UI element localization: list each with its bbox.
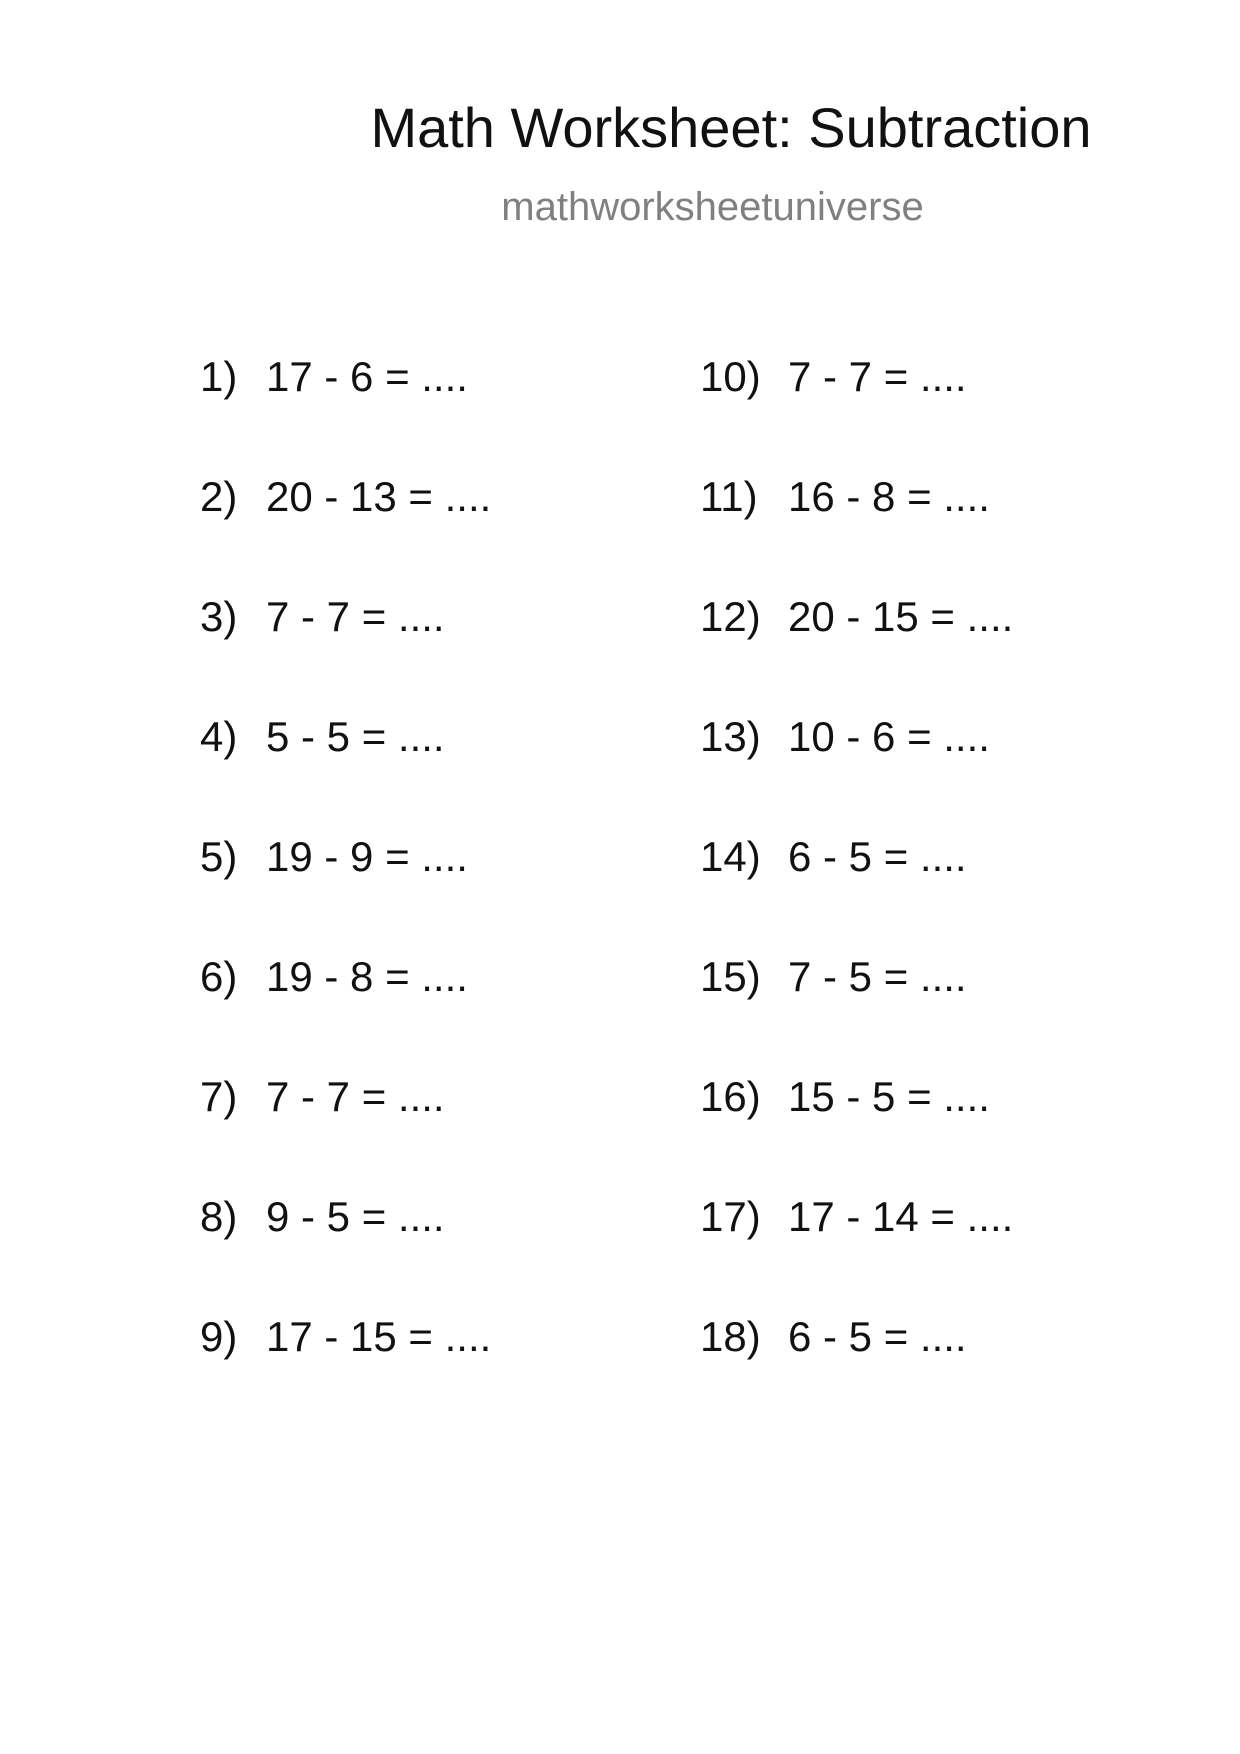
problem-number: 12) <box>700 593 761 640</box>
problem-number: 4) <box>200 713 238 760</box>
problem-number: 11) <box>700 473 758 520</box>
problem-16 <box>700 1073 990 1120</box>
problem-expression: 19 - 9 = .... <box>266 833 468 880</box>
problem-12 <box>700 593 1014 640</box>
problem-expression: 15 - 5 = .... <box>788 1073 990 1120</box>
problem-expression: 7 - 7 = .... <box>788 353 967 400</box>
problem-14 <box>700 833 967 880</box>
problem-number: 18) <box>700 1313 761 1360</box>
problem-expression: 7 - 7 = .... <box>266 593 445 640</box>
problem-expression: 6 - 5 = .... <box>788 833 967 880</box>
problem-8 <box>200 1193 445 1240</box>
problem-number: 6) <box>200 953 238 1000</box>
problem-number: 1) <box>200 353 238 400</box>
problem-number: 17) <box>700 1193 761 1240</box>
problem-11 <box>700 473 990 520</box>
problem-expression: 10 - 6 = .... <box>788 713 990 760</box>
problem-expression: 19 - 8 = .... <box>266 953 468 1000</box>
problem-expression: 6 - 5 = .... <box>788 1313 967 1360</box>
problem-15 <box>700 953 967 1000</box>
worksheet-title: Math Worksheet: Subtraction <box>370 96 1092 159</box>
problem-9 <box>200 1313 492 1360</box>
worksheet-subtitle: mathworksheetuniverse <box>501 185 924 229</box>
problem-expression: 5 - 5 = .... <box>266 713 445 760</box>
problem-6 <box>200 953 468 1000</box>
problem-18 <box>700 1313 967 1360</box>
problem-17 <box>700 1193 1014 1240</box>
problem-2 <box>200 473 492 520</box>
problem-number: 16) <box>700 1073 761 1120</box>
problem-expression: 7 - 5 = .... <box>788 953 967 1000</box>
problem-10 <box>700 353 967 400</box>
problem-expression: 9 - 5 = .... <box>266 1193 445 1240</box>
problem-expression: 7 - 7 = .... <box>266 1073 445 1120</box>
problem-expression: 20 - 15 = .... <box>788 593 1014 640</box>
problem-number: 3) <box>200 593 238 640</box>
problem-number: 7) <box>200 1073 238 1120</box>
problem-number: 2) <box>200 473 238 520</box>
problem-number: 5) <box>200 833 238 880</box>
problem-number: 8) <box>200 1193 238 1240</box>
problem-expression: 17 - 6 = .... <box>266 353 468 400</box>
problem-5 <box>200 833 468 880</box>
problem-number: 10) <box>700 353 761 400</box>
problem-number: 13) <box>700 713 761 760</box>
problem-expression: 17 - 15 = .... <box>266 1313 492 1360</box>
problem-7 <box>200 1073 445 1120</box>
problem-number: 9) <box>200 1313 238 1360</box>
problem-1 <box>200 353 468 400</box>
problem-expression: 16 - 8 = .... <box>788 473 990 520</box>
problem-number: 15) <box>700 953 761 1000</box>
problem-3 <box>200 593 445 640</box>
problem-expression: 20 - 13 = .... <box>266 473 492 520</box>
problem-13 <box>700 713 990 760</box>
problem-4 <box>200 713 445 760</box>
problem-expression: 17 - 14 = .... <box>788 1193 1014 1240</box>
problem-number: 14) <box>700 833 761 880</box>
